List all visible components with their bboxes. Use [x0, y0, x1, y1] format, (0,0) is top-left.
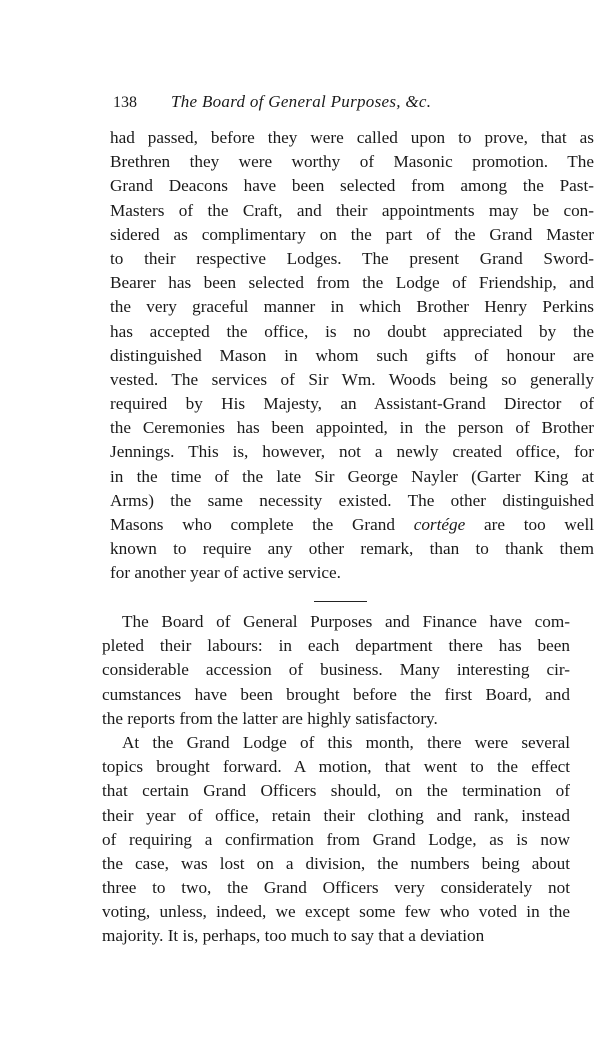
text-line: in the time of the late Sir George Nayler (Garter King at [110, 466, 594, 486]
running-header [113, 92, 431, 112]
text-line: Arms) the same necessity existed. The other distinguished [110, 490, 594, 510]
text-line: Jennings. This is, however, not a newly created office, for [110, 442, 594, 462]
text-line: for another year of active service. [110, 563, 341, 583]
paragraph-1 [110, 126, 594, 586]
text-line: had passed, before they were called upon to prove, that as [110, 128, 594, 147]
text-line: the Ceremonies has been appointed, in the person of Brother [110, 418, 594, 438]
text-line: topics brought forward. A motion, that went to the effect [102, 757, 570, 777]
text-line: three to two, the Grand Officers very considerately not [102, 878, 570, 898]
text-line: cumstances have been brought before the first Board, and [102, 684, 570, 704]
section-divider [314, 601, 367, 602]
italic-word: cortége [413, 515, 466, 534]
text-segment: Masons who complete the Grand [110, 515, 414, 534]
text-line: known to require any other remark, than to thank them [110, 539, 594, 559]
text-line: pleted their labours: in each department there has been [102, 636, 570, 656]
text-line: the case, was lost on a division, the numbers being about [102, 853, 570, 873]
text-line: considerable accession of business. Many interesting cir- [102, 660, 570, 680]
paragraph-2 [102, 610, 570, 949]
text-line: of requiring a confirmation from Grand Lodge, as is now [102, 829, 570, 849]
text-line: Brethren they were worthy of Masonic promotion. The [110, 152, 594, 172]
text-line: the very graceful manner in which Brother Henry Perkins [110, 297, 594, 317]
text-line: voting, unless, indeed, we except some few who voted in the [102, 902, 570, 922]
text-line: The Board of General Purposes and Finance have com- [122, 612, 570, 631]
text-line: Masters of the Craft, and their appointments may be con- [110, 200, 594, 220]
text-line: their year of office, retain their clothing and rank, instead [102, 805, 570, 825]
text-line: that certain Grand Officers should, on the termination of [102, 781, 570, 801]
text-line: to their respective Lodges. The present Grand Sword- [110, 248, 594, 268]
text-line: majority. It is, perhaps, too much to say that a deviation [102, 926, 485, 946]
text-line: the reports from the latter are highly satisfactory. [102, 708, 438, 728]
text-segment: are too well [465, 515, 594, 534]
text-line: has accepted the office, is no doubt appreciated by the [110, 321, 594, 341]
text-line: sidered as complimentary on the part of the Grand Master [110, 224, 594, 244]
text-line: At the Grand Lodge of this month, there were several [122, 732, 570, 752]
text-line: required by His Majesty, an Assistant-Grand Director of [110, 394, 594, 414]
text-line [110, 513, 594, 537]
page-number: 138 [113, 94, 137, 111]
text-line: vested. The services of Sir Wm. Woods being so generally [110, 369, 594, 389]
text-line: Bearer has been selected from the Lodge of Friendship, and [110, 273, 594, 293]
text-line: Grand Deacons have been selected from among the Past- [110, 176, 594, 196]
running-title: The Board of General Purposes, &c. [171, 92, 432, 111]
text-line: distinguished Mason in whom such gifts of honour are [110, 345, 594, 365]
